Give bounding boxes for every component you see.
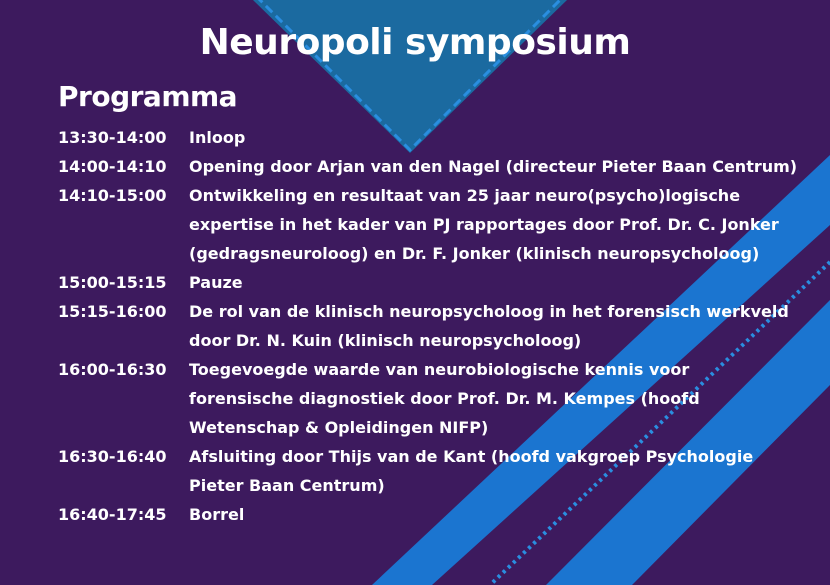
program-time: 15:00-15:15 [58,273,167,292]
program-time: 15:15-16:00 [58,302,167,321]
program-time: 14:10-15:00 [58,186,167,205]
program-description: Pauze [189,273,243,292]
program-row [58,442,798,500]
program-description: Opening door Arjan van den Nagel (directeur Pieter Baan Centrum) [189,157,798,176]
program-row [58,297,798,355]
program-list [58,123,798,529]
program-row [58,268,798,297]
program-description: De rol van de klinisch neuropsycholoog in het forensisch werkveld door Dr. N. Kuin (klinisch neuropsycholoog) [189,302,789,350]
program-time: 13:30-14:00 [58,128,167,147]
program-row [58,500,798,529]
program-row [58,355,798,442]
program-time: 16:40-17:45 [58,505,167,524]
program-description: Toegevoegde waarde van neurobiologische kennis voor forensische diagnostiek door Prof. Dr. M. Kempes (hoofd Wetenschap & Opleidingen NIFP) [189,360,700,437]
program-description: Afsluiting door Thijs van de Kant (hoofd vakgroep Psychologie Pieter Baan Centrum) [189,447,754,495]
program-description: Borrel [189,505,245,524]
program-row [58,181,798,268]
program-description: Inloop [189,128,246,147]
program-description: Ontwikkeling en resultaat van 25 jaar neuro(psycho)logische expertise in het kader van PJ rapportages door Prof. Dr. C. Jonker (gedragsneuroloog) en Dr. F. Jonker (klinisch neuropsycholoog) [189,186,779,263]
program-time: 16:30-16:40 [58,447,167,466]
program-time: 14:00-14:10 [58,157,167,176]
page-title: Neuropoli symposium [199,22,631,63]
program-row [58,123,798,152]
program-heading: Programma [58,80,238,113]
program-row [58,152,798,181]
program-time: 16:00-16:30 [58,360,167,379]
